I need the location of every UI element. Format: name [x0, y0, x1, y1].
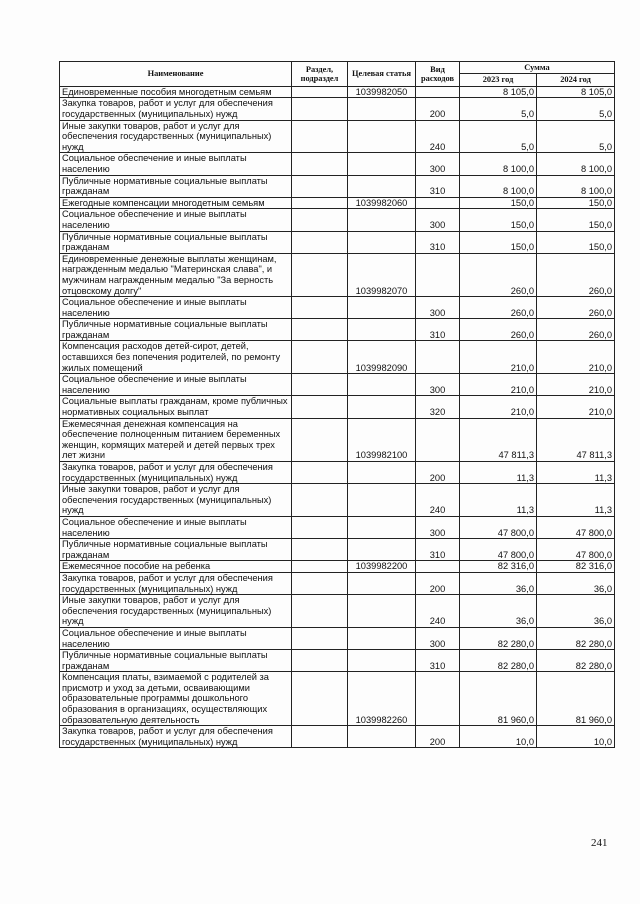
- cell-name: Ежемесячная денежная компенсация на обеспечение полноценным питанием беременных женщин, кормящих матерей и детей первых трех лет жизни: [60, 418, 292, 461]
- cell-name: Публичные нормативные социальные выплаты гражданам: [60, 319, 292, 341]
- table-row: [60, 627, 615, 649]
- cell-sum-2024: 260,0: [537, 297, 615, 319]
- cell-section: [292, 253, 348, 296]
- cell-target: [348, 175, 416, 197]
- cell-sum-2024: 36,0: [537, 572, 615, 594]
- table-row: [60, 418, 615, 461]
- cell-sum-2024: 8 105,0: [537, 86, 615, 98]
- cell-sum-2023: 150,0: [460, 209, 537, 231]
- table-row: [60, 209, 615, 231]
- cell-section: [292, 396, 348, 418]
- cell-section: [292, 86, 348, 98]
- table-row: [60, 539, 615, 561]
- cell-name: Социальное обеспечение и иные выплаты населению: [60, 627, 292, 649]
- cell-sum-2023: 210,0: [460, 341, 537, 374]
- cell-sum-2024: 210,0: [537, 374, 615, 396]
- cell-section: [292, 341, 348, 374]
- cell-section: [292, 572, 348, 594]
- cell-expense-type: [416, 253, 460, 296]
- table-row: [60, 231, 615, 253]
- cell-name: Социальное обеспечение и иные выплаты населению: [60, 209, 292, 231]
- table-row: [60, 341, 615, 374]
- cell-target: [348, 153, 416, 175]
- cell-name: Публичные нормативные социальные выплаты гражданам: [60, 539, 292, 561]
- header-type: Вид расходов: [416, 62, 460, 87]
- cell-section: [292, 197, 348, 209]
- table-row: [60, 462, 615, 484]
- header-section: Раздел, подраздел: [292, 62, 348, 87]
- header-year-2024: 2024 год: [537, 74, 615, 86]
- cell-target: 1039982090: [348, 341, 416, 374]
- cell-sum-2023: 210,0: [460, 396, 537, 418]
- cell-target: [348, 297, 416, 319]
- cell-target: [348, 98, 416, 120]
- cell-name: Иные закупки товаров, работ и услуг для обеспечения государственных (муниципальных) нужд: [60, 595, 292, 628]
- cell-section: [292, 462, 348, 484]
- table-row: [60, 572, 615, 594]
- cell-section: [292, 98, 348, 120]
- cell-sum-2024: 10,0: [537, 726, 615, 748]
- cell-name: Социальное обеспечение и иные выплаты населению: [60, 516, 292, 538]
- cell-sum-2024: 5,0: [537, 120, 615, 153]
- cell-sum-2024: 260,0: [537, 253, 615, 296]
- cell-sum-2024: 150,0: [537, 209, 615, 231]
- cell-section: [292, 650, 348, 672]
- cell-target: 1039982070: [348, 253, 416, 296]
- cell-name: Социальное обеспечение и иные выплаты населению: [60, 374, 292, 396]
- cell-expense-type: 300: [416, 516, 460, 538]
- header-name: Наименование: [60, 62, 292, 87]
- cell-target: [348, 374, 416, 396]
- table-body: [60, 86, 615, 748]
- cell-name: Компенсация платы, взимаемой с родителей за присмотр и уход за детьми, осваивающими образовательные программы дошкольного образования в организациях, осуществляющих образовательную деятельность: [60, 672, 292, 726]
- cell-section: [292, 231, 348, 253]
- cell-sum-2024: 47 800,0: [537, 516, 615, 538]
- table-row: [60, 120, 615, 153]
- cell-sum-2023: 210,0: [460, 374, 537, 396]
- cell-expense-type: 240: [416, 595, 460, 628]
- cell-name: Компенсация расходов детей-сирот, детей, оставшихся без попечения родителей, по ремонту жилых помещений: [60, 341, 292, 374]
- cell-sum-2023: 150,0: [460, 231, 537, 253]
- table-row: [60, 253, 615, 296]
- cell-sum-2023: 82 280,0: [460, 650, 537, 672]
- cell-sum-2024: 210,0: [537, 396, 615, 418]
- cell-section: [292, 319, 348, 341]
- cell-sum-2023: 260,0: [460, 319, 537, 341]
- cell-target: [348, 396, 416, 418]
- cell-target: 1039982200: [348, 561, 416, 573]
- cell-sum-2024: 82 316,0: [537, 561, 615, 573]
- cell-expense-type: [416, 672, 460, 726]
- cell-name: Публичные нормативные социальные выплаты гражданам: [60, 231, 292, 253]
- table-row: [60, 484, 615, 517]
- cell-sum-2023: 8 100,0: [460, 153, 537, 175]
- cell-expense-type: 200: [416, 572, 460, 594]
- cell-section: [292, 209, 348, 231]
- table-row: [60, 595, 615, 628]
- cell-expense-type: [416, 86, 460, 98]
- cell-name: Единовременные денежные выплаты женщинам, награжденным медалью "Материнская слава", и мужчинам награжденным медалью "За верность отцовскому долгу": [60, 253, 292, 296]
- cell-target: [348, 572, 416, 594]
- cell-name: Закупка товаров, работ и услуг для обеспечения государственных (муниципальных) нужд: [60, 726, 292, 748]
- table-header: [60, 62, 615, 87]
- table-row: [60, 319, 615, 341]
- cell-expense-type: [416, 418, 460, 461]
- table-row: [60, 396, 615, 418]
- cell-target: [348, 726, 416, 748]
- cell-target: [348, 539, 416, 561]
- table-row: [60, 197, 615, 209]
- cell-sum-2023: 8 105,0: [460, 86, 537, 98]
- cell-expense-type: 200: [416, 462, 460, 484]
- cell-section: [292, 561, 348, 573]
- cell-section: [292, 726, 348, 748]
- cell-expense-type: 240: [416, 484, 460, 517]
- header-year-2023: 2023 год: [460, 74, 537, 86]
- cell-expense-type: 300: [416, 374, 460, 396]
- cell-sum-2024: 5,0: [537, 98, 615, 120]
- cell-expense-type: 310: [416, 539, 460, 561]
- cell-section: [292, 672, 348, 726]
- table-row: [60, 297, 615, 319]
- cell-expense-type: 310: [416, 175, 460, 197]
- cell-sum-2023: 11,3: [460, 462, 537, 484]
- cell-name: Социальное обеспечение и иные выплаты населению: [60, 153, 292, 175]
- cell-sum-2023: 36,0: [460, 572, 537, 594]
- cell-target: [348, 627, 416, 649]
- cell-sum-2023: 82 280,0: [460, 627, 537, 649]
- cell-target: 1039982260: [348, 672, 416, 726]
- header-target: Целевая статья: [348, 62, 416, 87]
- cell-section: [292, 374, 348, 396]
- cell-expense-type: 300: [416, 627, 460, 649]
- cell-name: Единовременные пособия многодетным семьям: [60, 86, 292, 98]
- cell-sum-2023: 5,0: [460, 120, 537, 153]
- cell-name: Иные закупки товаров, работ и услуг для обеспечения государственных (муниципальных) нужд: [60, 120, 292, 153]
- table-row: [60, 672, 615, 726]
- cell-target: [348, 462, 416, 484]
- table-row: [60, 726, 615, 748]
- cell-expense-type: 320: [416, 396, 460, 418]
- cell-sum-2024: 11,3: [537, 462, 615, 484]
- cell-sum-2024: 8 100,0: [537, 153, 615, 175]
- cell-sum-2023: 8 100,0: [460, 175, 537, 197]
- cell-name: Ежегодные компенсации многодетным семьям: [60, 197, 292, 209]
- cell-section: [292, 175, 348, 197]
- page-number: 241: [591, 837, 608, 849]
- cell-expense-type: [416, 197, 460, 209]
- cell-sum-2023: 5,0: [460, 98, 537, 120]
- cell-expense-type: 310: [416, 319, 460, 341]
- cell-name: Социальные выплаты гражданам, кроме публичных нормативных социальных выплат: [60, 396, 292, 418]
- cell-sum-2023: 47 800,0: [460, 516, 537, 538]
- cell-sum-2023: 150,0: [460, 197, 537, 209]
- cell-sum-2023: 47 811,3: [460, 418, 537, 461]
- cell-expense-type: [416, 341, 460, 374]
- cell-target: 1039982060: [348, 197, 416, 209]
- cell-target: 1039982050: [348, 86, 416, 98]
- cell-name: Закупка товаров, работ и услуг для обеспечения государственных (муниципальных) нужд: [60, 462, 292, 484]
- cell-target: 1039982100: [348, 418, 416, 461]
- cell-expense-type: 200: [416, 726, 460, 748]
- table-row: [60, 153, 615, 175]
- cell-target: [348, 484, 416, 517]
- cell-section: [292, 595, 348, 628]
- cell-expense-type: [416, 561, 460, 573]
- cell-name: Закупка товаров, работ и услуг для обеспечения государственных (муниципальных) нужд: [60, 98, 292, 120]
- cell-sum-2023: 11,3: [460, 484, 537, 517]
- cell-sum-2024: 47 811,3: [537, 418, 615, 461]
- cell-target: [348, 209, 416, 231]
- table-row: [60, 516, 615, 538]
- cell-name: Публичные нормативные социальные выплаты гражданам: [60, 650, 292, 672]
- cell-section: [292, 539, 348, 561]
- cell-sum-2023: 10,0: [460, 726, 537, 748]
- cell-sum-2024: 81 960,0: [537, 672, 615, 726]
- table-row: [60, 98, 615, 120]
- cell-sum-2023: 81 960,0: [460, 672, 537, 726]
- cell-expense-type: 310: [416, 650, 460, 672]
- table-row: [60, 374, 615, 396]
- cell-sum-2024: 47 800,0: [537, 539, 615, 561]
- cell-sum-2023: 82 316,0: [460, 561, 537, 573]
- table-row: [60, 86, 615, 98]
- cell-expense-type: 300: [416, 153, 460, 175]
- cell-sum-2024: 36,0: [537, 595, 615, 628]
- cell-expense-type: 200: [416, 98, 460, 120]
- table-row: [60, 175, 615, 197]
- header-sum: Сумма: [460, 62, 615, 74]
- cell-name: Закупка товаров, работ и услуг для обеспечения государственных (муниципальных) нужд: [60, 572, 292, 594]
- cell-target: [348, 231, 416, 253]
- cell-target: [348, 120, 416, 153]
- cell-expense-type: 240: [416, 120, 460, 153]
- cell-section: [292, 516, 348, 538]
- cell-sum-2024: 150,0: [537, 231, 615, 253]
- cell-target: [348, 595, 416, 628]
- table-row: [60, 561, 615, 573]
- cell-sum-2024: 82 280,0: [537, 627, 615, 649]
- cell-sum-2024: 210,0: [537, 341, 615, 374]
- cell-name: Иные закупки товаров, работ и услуг для обеспечения государственных (муниципальных) нужд: [60, 484, 292, 517]
- table-row: [60, 650, 615, 672]
- cell-sum-2023: 36,0: [460, 595, 537, 628]
- cell-section: [292, 120, 348, 153]
- cell-expense-type: 300: [416, 297, 460, 319]
- cell-sum-2024: 8 100,0: [537, 175, 615, 197]
- cell-section: [292, 484, 348, 517]
- cell-sum-2024: 11,3: [537, 484, 615, 517]
- cell-target: [348, 319, 416, 341]
- cell-name: Публичные нормативные социальные выплаты гражданам: [60, 175, 292, 197]
- cell-section: [292, 627, 348, 649]
- cell-target: [348, 650, 416, 672]
- cell-section: [292, 297, 348, 319]
- cell-sum-2024: 260,0: [537, 319, 615, 341]
- cell-expense-type: 310: [416, 231, 460, 253]
- cell-section: [292, 153, 348, 175]
- cell-section: [292, 418, 348, 461]
- cell-sum-2023: 260,0: [460, 253, 537, 296]
- cell-target: [348, 516, 416, 538]
- cell-sum-2023: 260,0: [460, 297, 537, 319]
- cell-sum-2024: 150,0: [537, 197, 615, 209]
- cell-name: Ежемесячное пособие на ребенка: [60, 561, 292, 573]
- cell-sum-2023: 47 800,0: [460, 539, 537, 561]
- cell-expense-type: 300: [416, 209, 460, 231]
- cell-name: Социальное обеспечение и иные выплаты населению: [60, 297, 292, 319]
- cell-sum-2024: 82 280,0: [537, 650, 615, 672]
- budget-table: [59, 61, 615, 748]
